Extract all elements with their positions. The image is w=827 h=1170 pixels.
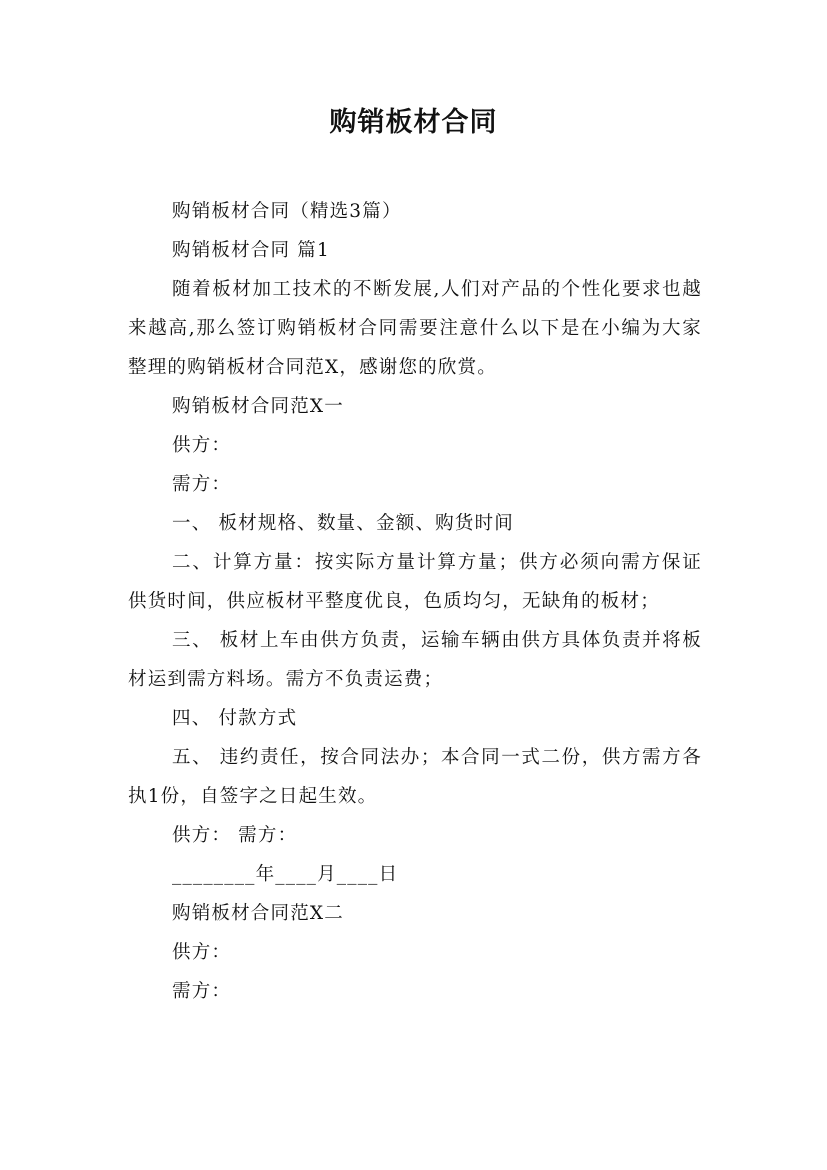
intro-paragraph: 随着板材加工技术的不断发展,人们对产品的个性化要求也越来越高,那么签订购销板材合同需要注意什么以下是在小编为大家整理的购销板材合同范X，感谢您的欣赏。: [128, 279, 702, 378]
clause-five: 五、 违约责任，按合同法办；本合同一式二份，供方需方各执1份，自签字之日起生效。: [128, 747, 702, 807]
subtitle-selection: 购销板材合同（精选3篇）: [172, 201, 402, 222]
clause-three: 三、 板材上车由供方负责，运输车辆由供方具体负责并将板材运到需方料场。需方不负责运费；: [128, 630, 702, 690]
clause-four: 四、 付款方式: [172, 708, 298, 729]
clause-two: 二、计算方量：按实际方量计算方量；供方必须向需方保证供货时间，供应板材平整度优良，色质均匀，无缺角的板材；: [128, 552, 702, 612]
supplier-label-2: 供方：: [172, 942, 232, 963]
buyer-label-2: 需方：: [172, 981, 232, 1002]
document-body: [128, 192, 702, 1011]
signature-date: ________年____月____日: [172, 864, 399, 885]
signature-parties: 供方： 需方：: [172, 825, 298, 846]
document-title: 购销板材合同: [329, 107, 498, 138]
buyer-label: 需方：: [172, 474, 232, 495]
section-heading-part-1: 购销板材合同 篇1: [172, 240, 330, 261]
sample-heading-two: 购销板材合同范X二: [172, 903, 344, 924]
supplier-label: 供方：: [172, 435, 232, 456]
sample-heading-one: 购销板材合同范X一: [172, 396, 344, 417]
clause-one: 一、 板材规格、数量、金额、购货时间: [172, 513, 514, 534]
